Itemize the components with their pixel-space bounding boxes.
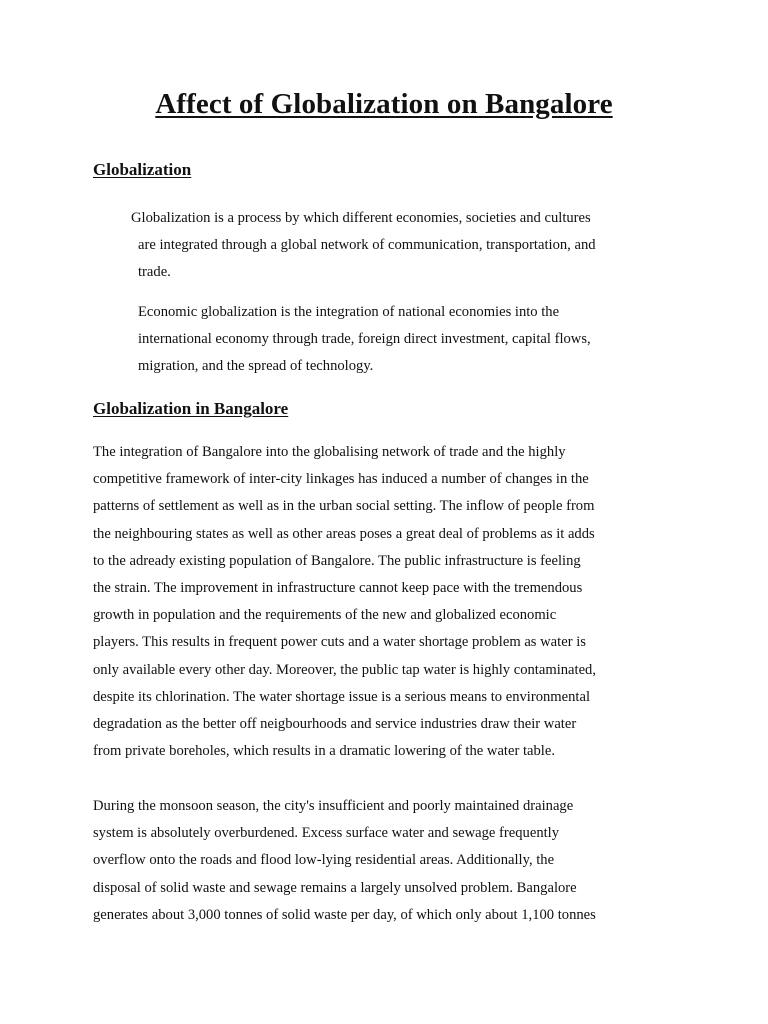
text-line: degradation as the better off neigbourhoods and service industries draw their water bbox=[93, 716, 577, 733]
text-line: system is absolutely overburdened. Excess surface water and sewage frequently bbox=[93, 825, 560, 842]
paragraph-monsoon-drainage bbox=[93, 793, 683, 929]
text-line: the strain. The improvement in infrastructure cannot keep pace with the tremendous bbox=[93, 580, 583, 597]
section-heading-globalization-in-bangalore: Globalization in Bangalore bbox=[93, 399, 289, 418]
text-line: During the monsoon season, the city's insufficient and poorly maintained drainage bbox=[93, 798, 574, 814]
text-line: disposal of solid waste and sewage remains a largely unsolved problem. Bangalore bbox=[93, 879, 577, 896]
paragraph-economic-globalization bbox=[138, 299, 678, 381]
text-line: generates about 3,000 tonnes of solid waste per day, of which only about 1,100 tonnes bbox=[93, 906, 596, 923]
text-line: are integrated through a global network of communication, transportation, and bbox=[138, 237, 596, 254]
paragraph-bangalore-integration bbox=[93, 439, 683, 765]
text-line: only available every other day. Moreover, the public tap water is highly contaminated, bbox=[93, 661, 596, 678]
text-line: overflow onto the roads and flood low-lying residential areas. Additionally, the bbox=[93, 852, 555, 869]
text-line: Economic globalization is the integration of national economies into the bbox=[138, 304, 560, 320]
document-title: Affect of Globalization on Bangalore bbox=[155, 88, 613, 120]
text-line: despite its chlorination. The water shortage issue is a serious means to environmental bbox=[93, 688, 591, 705]
text-line: migration, and the spread of technology. bbox=[138, 358, 374, 375]
section-heading-globalization: Globalization bbox=[93, 160, 192, 179]
text-line: The integration of Bangalore into the globalising network of trade and the highly bbox=[93, 444, 566, 460]
text-line: from private boreholes, which results in a dramatic lowering of the water table. bbox=[93, 743, 555, 760]
text-line: the neighbouring states as well as other areas poses a great deal of problems as it adds bbox=[93, 525, 595, 542]
text-line: international economy through trade, foreign direct investment, capital flows, bbox=[138, 331, 591, 348]
text-line: Globalization is a process by which different economies, societies and cultures bbox=[131, 210, 591, 226]
text-line: patterns of settlement as well as in the urban social setting. The inflow of people from bbox=[93, 498, 595, 515]
text-line: players. This results in frequent power cuts and a water shortage problem as water is bbox=[93, 634, 586, 651]
text-line: growth in population and the requirements of the new and globalized economic bbox=[93, 607, 557, 624]
text-line: trade. bbox=[138, 264, 171, 281]
text-line: to the adready existing population of Bangalore. The public infrastructure is feeling bbox=[93, 552, 581, 569]
text-line: competitive framework of inter-city linkages has induced a number of changes in the bbox=[93, 471, 589, 488]
paragraph-globalization-definition bbox=[131, 205, 676, 287]
